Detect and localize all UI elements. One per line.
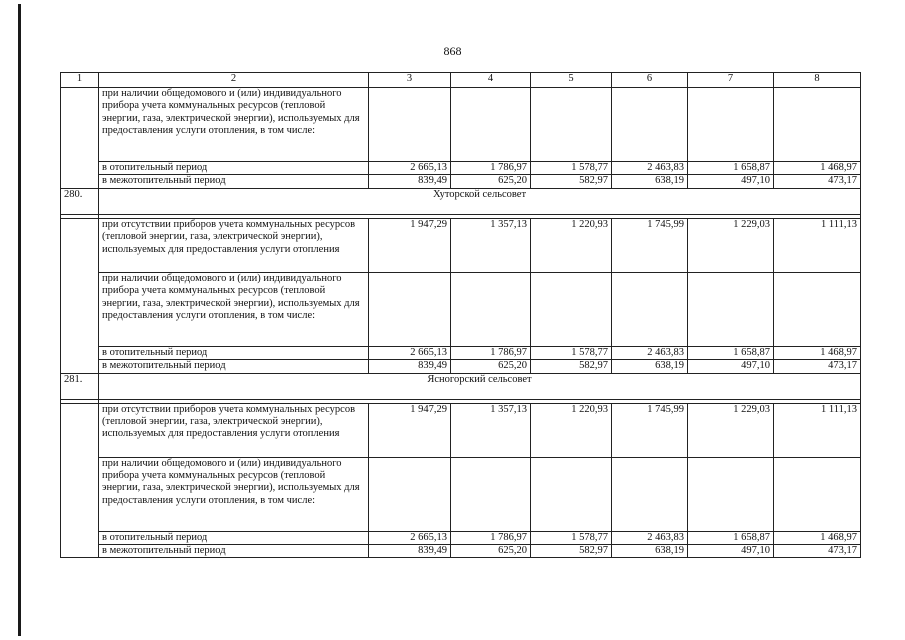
value-cell: 2 665,13	[369, 346, 451, 359]
value-cell: 1 578,77	[531, 531, 612, 544]
section-header-row	[61, 373, 861, 399]
value-cell	[774, 88, 861, 162]
column-header: 4	[451, 73, 531, 88]
table-row	[61, 545, 861, 558]
column-header: 6	[612, 73, 688, 88]
column-header: 8	[774, 73, 861, 88]
value-cell: 638,19	[612, 545, 688, 558]
table-row	[61, 162, 861, 175]
value-cell	[688, 88, 774, 162]
section-title: Ясногорский сельсовет	[99, 373, 861, 399]
value-cell: 1 220,93	[531, 218, 612, 272]
value-cell: 1 658,87	[688, 531, 774, 544]
value-cell: 2 463,83	[612, 531, 688, 544]
value-cell: 1 786,97	[451, 162, 531, 175]
value-cell	[451, 272, 531, 346]
value-cell: 1 357,13	[451, 218, 531, 272]
section-header-row	[61, 188, 861, 214]
row-label: при наличии общедомового и (или) индивидуального прибора учета коммунальных ресурсов (тепловой энергии, газа, электрической энергии), используемых для предоставления услуги отопления, в том числе:	[99, 88, 369, 162]
table-row	[61, 531, 861, 544]
column-header: 5	[531, 73, 612, 88]
value-cell: 1 658,87	[688, 346, 774, 359]
value-cell: 625,20	[451, 360, 531, 373]
value-cell: 1 468,97	[774, 346, 861, 359]
table-row	[61, 457, 861, 531]
row-label: в межотопительный период	[99, 175, 369, 188]
column-header: 3	[369, 73, 451, 88]
value-cell	[369, 272, 451, 346]
value-cell: 1 578,77	[531, 346, 612, 359]
value-cell: 1 947,29	[369, 403, 451, 457]
row-number-cell	[61, 403, 99, 558]
value-cell	[451, 88, 531, 162]
row-label: в отопительный период	[99, 346, 369, 359]
value-cell: 625,20	[451, 545, 531, 558]
value-cell: 1 468,97	[774, 162, 861, 175]
value-cell: 473,17	[774, 545, 861, 558]
tariff-table	[60, 72, 861, 558]
value-cell: 1 468,97	[774, 531, 861, 544]
value-cell: 497,10	[688, 175, 774, 188]
value-cell: 1 229,03	[688, 218, 774, 272]
value-cell: 1 220,93	[531, 403, 612, 457]
value-cell: 1 658,87	[688, 162, 774, 175]
value-cell: 473,17	[774, 360, 861, 373]
table-row	[61, 346, 861, 359]
row-label: при наличии общедомового и (или) индивидуального прибора учета коммунальных ресурсов (тепловой энергии, газа, электрической энергии), используемых для предоставления услуги отопления, в том числе:	[99, 457, 369, 531]
table-row	[61, 272, 861, 346]
value-cell	[531, 457, 612, 531]
value-cell	[612, 457, 688, 531]
value-cell: 1 357,13	[451, 403, 531, 457]
value-cell: 2 463,83	[612, 162, 688, 175]
row-label: в отопительный период	[99, 531, 369, 544]
row-label: в межотопительный период	[99, 360, 369, 373]
page-number: 868	[443, 44, 462, 58]
value-cell: 839,49	[369, 360, 451, 373]
column-header: 7	[688, 73, 774, 88]
value-cell: 638,19	[612, 360, 688, 373]
table-row	[61, 403, 861, 457]
value-cell: 473,17	[774, 175, 861, 188]
section-number: 281.	[61, 373, 99, 399]
value-cell: 1 947,29	[369, 218, 451, 272]
value-cell	[774, 457, 861, 531]
value-cell: 1 786,97	[451, 346, 531, 359]
value-cell	[612, 88, 688, 162]
value-cell: 2 665,13	[369, 162, 451, 175]
row-label: при отсутствии приборов учета коммунальных ресурсов (тепловой энергии, газа, электрической энергии), используемых для предоставления услуги отопления	[99, 218, 369, 272]
value-cell	[688, 272, 774, 346]
section-title: Хуторской сельсовет	[99, 188, 861, 214]
row-label: при наличии общедомового и (или) индивидуального прибора учета коммунальных ресурсов (тепловой энергии, газа, электрической энергии), используемых для предоставления услуги отопления, в том числе:	[99, 272, 369, 346]
value-cell: 2 665,13	[369, 531, 451, 544]
row-label: в межотопительный период	[99, 545, 369, 558]
value-cell	[369, 457, 451, 531]
value-cell: 582,97	[531, 545, 612, 558]
value-cell: 2 463,83	[612, 346, 688, 359]
value-cell: 1 745,99	[612, 403, 688, 457]
value-cell: 1 578,77	[531, 162, 612, 175]
column-header: 2	[99, 73, 369, 88]
value-cell	[531, 272, 612, 346]
value-cell: 582,97	[531, 175, 612, 188]
column-header: 1	[61, 73, 99, 88]
table-row	[61, 218, 861, 272]
value-cell: 839,49	[369, 545, 451, 558]
value-cell	[369, 88, 451, 162]
value-cell: 497,10	[688, 545, 774, 558]
value-cell: 625,20	[451, 175, 531, 188]
row-number-cell	[61, 218, 99, 373]
row-label: при отсутствии приборов учета коммунальных ресурсов (тепловой энергии, газа, электрической энергии), используемых для предоставления услуги отопления	[99, 403, 369, 457]
section-number: 280.	[61, 188, 99, 214]
table-row	[61, 88, 861, 162]
value-cell: 1 745,99	[612, 218, 688, 272]
scan-edge-line	[18, 4, 21, 636]
value-cell	[531, 88, 612, 162]
value-cell: 497,10	[688, 360, 774, 373]
value-cell: 1 786,97	[451, 531, 531, 544]
table-row	[61, 360, 861, 373]
value-cell: 1 111,13	[774, 403, 861, 457]
value-cell	[774, 272, 861, 346]
value-cell	[612, 272, 688, 346]
row-label: в отопительный период	[99, 162, 369, 175]
value-cell	[688, 457, 774, 531]
value-cell: 582,97	[531, 360, 612, 373]
column-header-row	[61, 73, 861, 88]
value-cell: 1 229,03	[688, 403, 774, 457]
row-number-cell	[61, 88, 99, 189]
value-cell: 839,49	[369, 175, 451, 188]
value-cell	[451, 457, 531, 531]
value-cell: 638,19	[612, 175, 688, 188]
value-cell: 1 111,13	[774, 218, 861, 272]
table-row	[61, 175, 861, 188]
